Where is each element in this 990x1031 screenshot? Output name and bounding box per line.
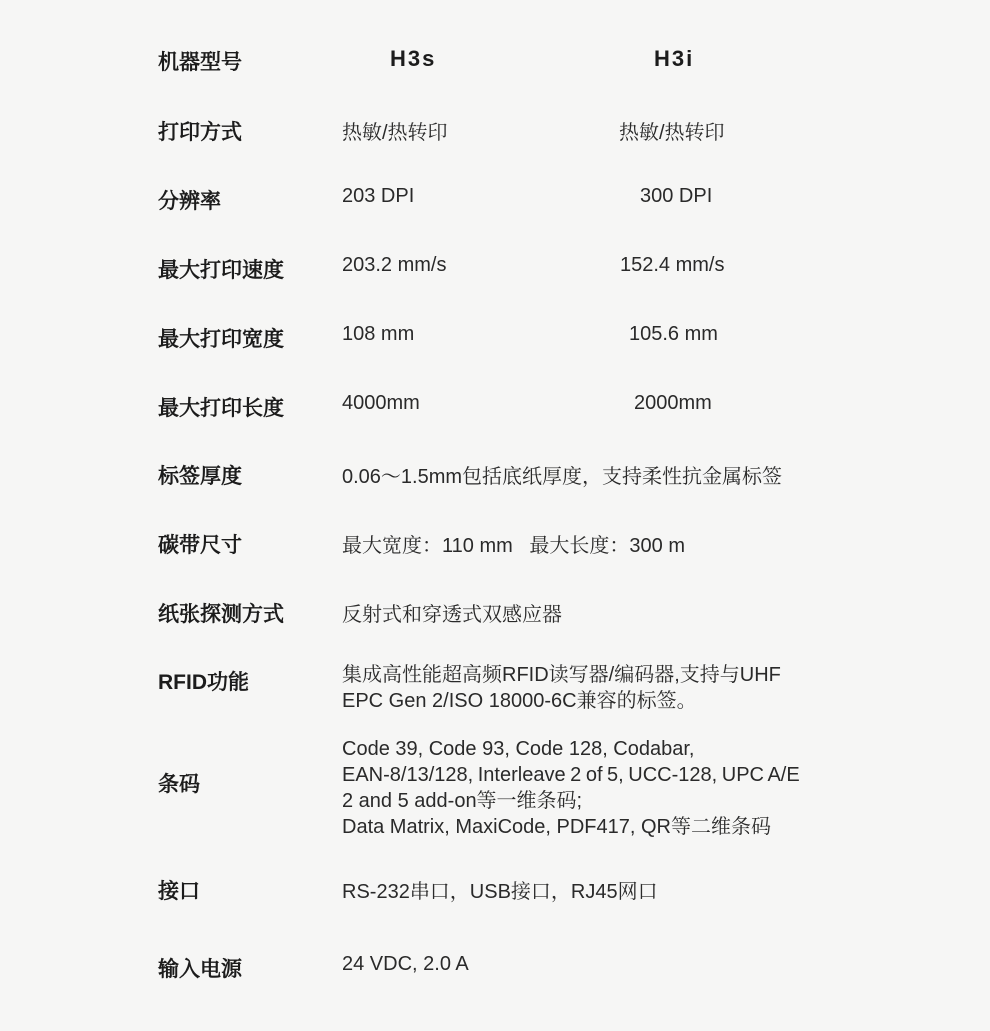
spec-label: 最大打印宽度 [158,328,284,351]
spec-label: 打印方式 [158,121,242,144]
barcode-line: Code 39, Code 93, Code 128, Codabar, [342,738,695,760]
spec-value-h3s: 203 DPI [342,185,415,207]
model-label: 机器型号 [158,51,242,74]
spec-label: 分辨率 [158,190,221,213]
spec-label: 标签厚度 [158,465,242,488]
model-b-heading: H3i [654,46,695,71]
barcode-line: Data Matrix, MaxiCode, PDF417, QR等二维条码 [342,816,771,838]
spec-label: 纸张探测方式 [158,603,284,626]
spec-value-h3i: 105.6 mm [629,323,718,345]
spec-label: 最大打印速度 [158,259,284,282]
spec-label: RFID功能 [158,671,249,694]
spec-value: 24 VDC, 2.0 A [342,953,469,975]
spec-value-h3s: 4000mm [342,392,420,414]
rfid-line: 集成高性能超高频RFID读写器/编码器,支持与UHF [342,664,781,686]
spec-label: 最大打印长度 [158,397,284,420]
spec-label: 条码 [158,773,200,796]
spec-label: 碳带尺寸 [158,534,242,557]
spec-label: 接口 [158,880,200,903]
model-a-heading: H3s [390,46,437,71]
spec-value-h3s: 108 mm [342,323,415,345]
spec-value: 0.06～1.5mm包括底纸厚度，支持柔性抗金属标签 [342,466,783,488]
barcode-line: EAN-8/13/128, Interleave 2 of 5, UCC-128, UPC A/E [342,764,800,786]
spec-value: 反射式和穿透式双感应器 [342,604,562,626]
spec-value-h3i: 300 DPI [640,185,713,207]
spec-value: RS-232串口，USB接口，RJ45网口 [342,881,658,903]
barcode-line: 2 and 5 add-on等一维条码; [342,790,583,812]
spec-value-h3i: 152.4 mm/s [620,254,725,276]
spec-value [342,662,832,714]
spec-value-h3i: 热敏/热转印 [619,122,725,144]
spec-value [342,736,832,840]
rfid-line: EPC Gen 2/ISO 18000-6C兼容的标签。 [342,690,697,712]
spec-label: 输入电源 [158,958,242,981]
spec-value-h3s: 203.2 mm/s [342,254,447,276]
spec-value-h3s: 热敏/热转印 [342,122,448,144]
spec-value: 最大宽度：110 mm 最大长度：300 m [342,535,686,557]
spec-value-h3i: 2000mm [634,392,712,414]
